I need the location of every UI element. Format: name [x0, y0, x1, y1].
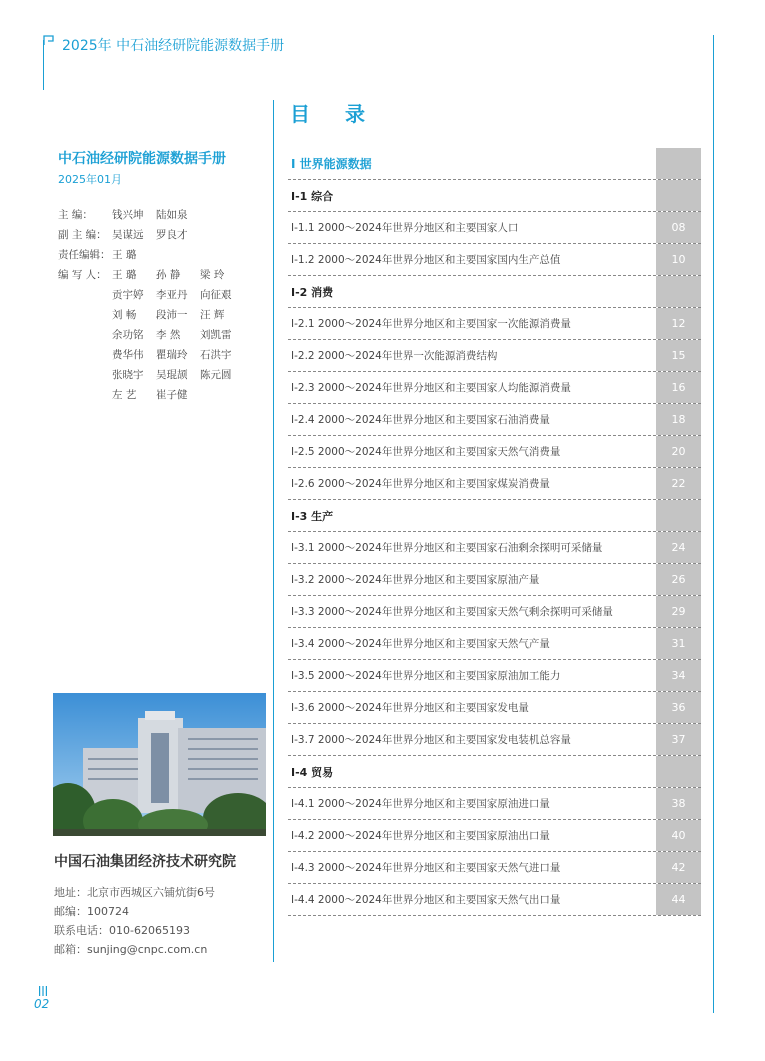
- credit-name: 余功铭: [112, 329, 144, 341]
- book-date: 2025年01月: [58, 173, 122, 186]
- credit-names: [112, 245, 156, 265]
- toc-item[interactable]: [288, 404, 701, 436]
- toc-page-number: 38: [656, 788, 701, 819]
- credit-row: [58, 325, 244, 345]
- toc-page-number: 15: [656, 340, 701, 371]
- header-title: 2025年 中石油经研院能源数据手册: [62, 38, 285, 54]
- toc-page-number: 37: [656, 724, 701, 755]
- header-divider: [43, 40, 44, 90]
- credit-name: 吴谋远: [112, 229, 144, 241]
- credit-names: [112, 265, 244, 285]
- toc-label: I-1 综合: [291, 189, 334, 203]
- credit-role: 主 编：: [58, 209, 93, 221]
- toc-item[interactable]: [288, 660, 701, 692]
- toc-item[interactable]: [288, 692, 701, 724]
- toc-label: I-4.2 2000～2024年世界分地区和主要国家原油出口量: [291, 830, 550, 842]
- credit-name: 费华伟: [112, 349, 144, 361]
- toc-label: I-3 生产: [291, 509, 334, 523]
- toc-label: I-4 贸易: [291, 765, 334, 779]
- toc-label: I-2.2 2000～2024年世界一次能源消费结构: [291, 350, 498, 362]
- toc-label: I-3.2 2000～2024年世界分地区和主要国家原油产量: [291, 574, 540, 586]
- toc-item[interactable]: [288, 436, 701, 468]
- toc-page-number: 40: [656, 820, 701, 851]
- credit-name: 王 璐: [112, 249, 137, 261]
- toc-page-number: [656, 148, 701, 179]
- toc-page-number: [656, 180, 701, 211]
- toc-item[interactable]: [288, 724, 701, 756]
- credit-name: 梁 玲: [200, 269, 225, 281]
- toc-page-number: 10: [656, 244, 701, 275]
- toc-page-number: [656, 756, 701, 787]
- credit-names: [112, 225, 200, 245]
- toc-item[interactable]: [288, 468, 701, 500]
- credit-role: [58, 345, 112, 365]
- toc-page-number: 20: [656, 436, 701, 467]
- toc-page-number: 22: [656, 468, 701, 499]
- toc-item[interactable]: [288, 628, 701, 660]
- toc-item[interactable]: [288, 884, 701, 916]
- credit-role: [58, 365, 112, 385]
- toc-section-heading: [288, 276, 701, 308]
- toc-label: I-2.6 2000～2024年世界分地区和主要国家煤炭消费量: [291, 478, 550, 490]
- credit-role: [58, 285, 112, 305]
- credit-row: [58, 365, 244, 385]
- toc-item[interactable]: [288, 308, 701, 340]
- toc-item[interactable]: [288, 820, 701, 852]
- credit-role: [58, 305, 112, 325]
- toc-page-number: 08: [656, 212, 701, 243]
- contact-address: 地址：北京市西城区六铺炕街6号: [54, 886, 215, 899]
- toc-item[interactable]: [288, 532, 701, 564]
- toc-page-number: 36: [656, 692, 701, 723]
- credit-role: [58, 325, 112, 345]
- credit-names: [112, 365, 244, 385]
- toc-page-number: [656, 276, 701, 307]
- credit-name: 贡宇婷: [112, 289, 144, 301]
- toc-item[interactable]: [288, 244, 701, 276]
- credits-list: [58, 205, 244, 405]
- toc-section-heading: [288, 180, 701, 212]
- header-corner-icon: [43, 35, 54, 46]
- credit-row: [58, 265, 244, 285]
- credit-row: [58, 205, 244, 225]
- toc-page-number: 44: [656, 884, 701, 915]
- credit-row: [58, 285, 244, 305]
- credit-role: 副 主 编：: [58, 229, 107, 241]
- credit-row: [58, 305, 244, 325]
- toc-label: I-2 消费: [291, 285, 334, 299]
- toc-label: I-1.1 2000～2024年世界分地区和主要国家人口: [291, 222, 519, 234]
- toc-label: I-3.7 2000～2024年世界分地区和主要国家发电装机总容量: [291, 734, 571, 746]
- credit-name: 罗良才: [156, 229, 188, 241]
- credit-name: 崔子健: [156, 389, 188, 401]
- credit-name: 陈元圆: [200, 369, 232, 381]
- toc-label: I-3.1 2000～2024年世界分地区和主要国家石油剩余探明可采储量: [291, 542, 603, 554]
- toc-section-heading: [288, 500, 701, 532]
- credit-name: 汪 辉: [200, 309, 225, 321]
- credit-name: 石洪宇: [200, 349, 232, 361]
- toc-heading: 目 录: [290, 102, 379, 126]
- building-photo: [53, 693, 266, 836]
- credit-names: [112, 325, 244, 345]
- credit-name: 刘 畅: [112, 309, 137, 321]
- toc-label: I-2.1 2000～2024年世界分地区和主要国家一次能源消费量: [291, 318, 571, 330]
- toc-label: I-4.1 2000～2024年世界分地区和主要国家原油进口量: [291, 798, 550, 810]
- toc-page-number: [656, 500, 701, 531]
- contact-email: 邮箱：sunjing@cnpc.com.cn: [54, 943, 208, 956]
- credit-name: 钱兴坤: [112, 209, 144, 221]
- toc-item[interactable]: [288, 340, 701, 372]
- credit-name: 张晓宇: [112, 369, 144, 381]
- toc-page-number: 12: [656, 308, 701, 339]
- toc-item[interactable]: [288, 372, 701, 404]
- credit-row: [58, 245, 244, 265]
- credit-row: [58, 225, 244, 245]
- toc-item[interactable]: [288, 596, 701, 628]
- credit-names: [112, 305, 244, 325]
- contact-postcode: 邮编：100724: [54, 905, 129, 918]
- credit-names: [112, 205, 200, 225]
- credit-names: [112, 385, 200, 405]
- credit-name: 刘凯雷: [200, 329, 232, 341]
- toc-label: I-3.3 2000～2024年世界分地区和主要国家天然气剩余探明可采储量: [291, 606, 613, 618]
- toc-label: I-4.3 2000～2024年世界分地区和主要国家天然气进口量: [291, 862, 561, 874]
- toc-part-heading: [288, 148, 701, 180]
- toc-label: I 世界能源数据: [291, 157, 372, 171]
- credit-name: 向征艰: [200, 289, 232, 301]
- toc-label: I-2.5 2000～2024年世界分地区和主要国家天然气消费量: [291, 446, 561, 458]
- page-number: 02: [34, 997, 50, 1011]
- org-name: 中国石油集团经济技术研究院: [54, 854, 236, 870]
- toc-page-number: 26: [656, 564, 701, 595]
- contact-info: [54, 883, 215, 959]
- credit-name: 瞿瑞玲: [156, 349, 188, 361]
- credit-name: 左 艺: [112, 389, 137, 401]
- toc-label: I-3.4 2000～2024年世界分地区和主要国家天然气产量: [291, 638, 550, 650]
- toc-item[interactable]: [288, 852, 701, 884]
- toc-page-number: 42: [656, 852, 701, 883]
- toc-label: I-3.5 2000～2024年世界分地区和主要国家原油加工能力: [291, 670, 561, 682]
- credit-name: 陆如泉: [156, 209, 188, 221]
- toc-label: I-1.2 2000～2024年世界分地区和主要国家国内生产总值: [291, 254, 561, 266]
- toc-item[interactable]: [288, 788, 701, 820]
- credit-role: [58, 385, 112, 405]
- credit-names: [112, 285, 244, 305]
- toc-page-number: 24: [656, 532, 701, 563]
- toc-page-number: 31: [656, 628, 701, 659]
- credit-name: 王 璐: [112, 269, 137, 281]
- credit-name: 段沛一: [156, 309, 188, 321]
- credit-role: 责任编辑：: [58, 249, 111, 261]
- footer-bars-icon: [38, 985, 48, 997]
- toc-page-number: 34: [656, 660, 701, 691]
- book-title: 中石油经研院能源数据手册: [58, 151, 226, 167]
- contact-phone: 联系电话：010-62065193: [54, 924, 190, 937]
- credit-names: [112, 345, 244, 365]
- credit-name: 李 然: [156, 329, 181, 341]
- right-border-line: [713, 35, 714, 1013]
- toc-page-number: 18: [656, 404, 701, 435]
- toc-item[interactable]: [288, 212, 701, 244]
- toc-list: [288, 148, 701, 916]
- credit-name: 吴琨颉: [156, 369, 188, 381]
- toc-page-number: 29: [656, 596, 701, 627]
- toc-label: I-2.4 2000～2024年世界分地区和主要国家石油消费量: [291, 414, 550, 426]
- toc-page-number: 16: [656, 372, 701, 403]
- credit-row: [58, 385, 244, 405]
- toc-label: I-4.4 2000～2024年世界分地区和主要国家天然气出口量: [291, 894, 561, 906]
- credit-role: 编 写 人：: [58, 269, 107, 281]
- credit-name: 孙 静: [156, 269, 181, 281]
- toc-section-heading: [288, 756, 701, 788]
- toc-label: I-3.6 2000～2024年世界分地区和主要国家发电量: [291, 702, 529, 714]
- credit-row: [58, 345, 244, 365]
- toc-item[interactable]: [288, 564, 701, 596]
- credit-name: 李亚丹: [156, 289, 188, 301]
- toc-label: I-2.3 2000～2024年世界分地区和主要国家人均能源消费量: [291, 382, 571, 394]
- column-divider: [273, 100, 274, 962]
